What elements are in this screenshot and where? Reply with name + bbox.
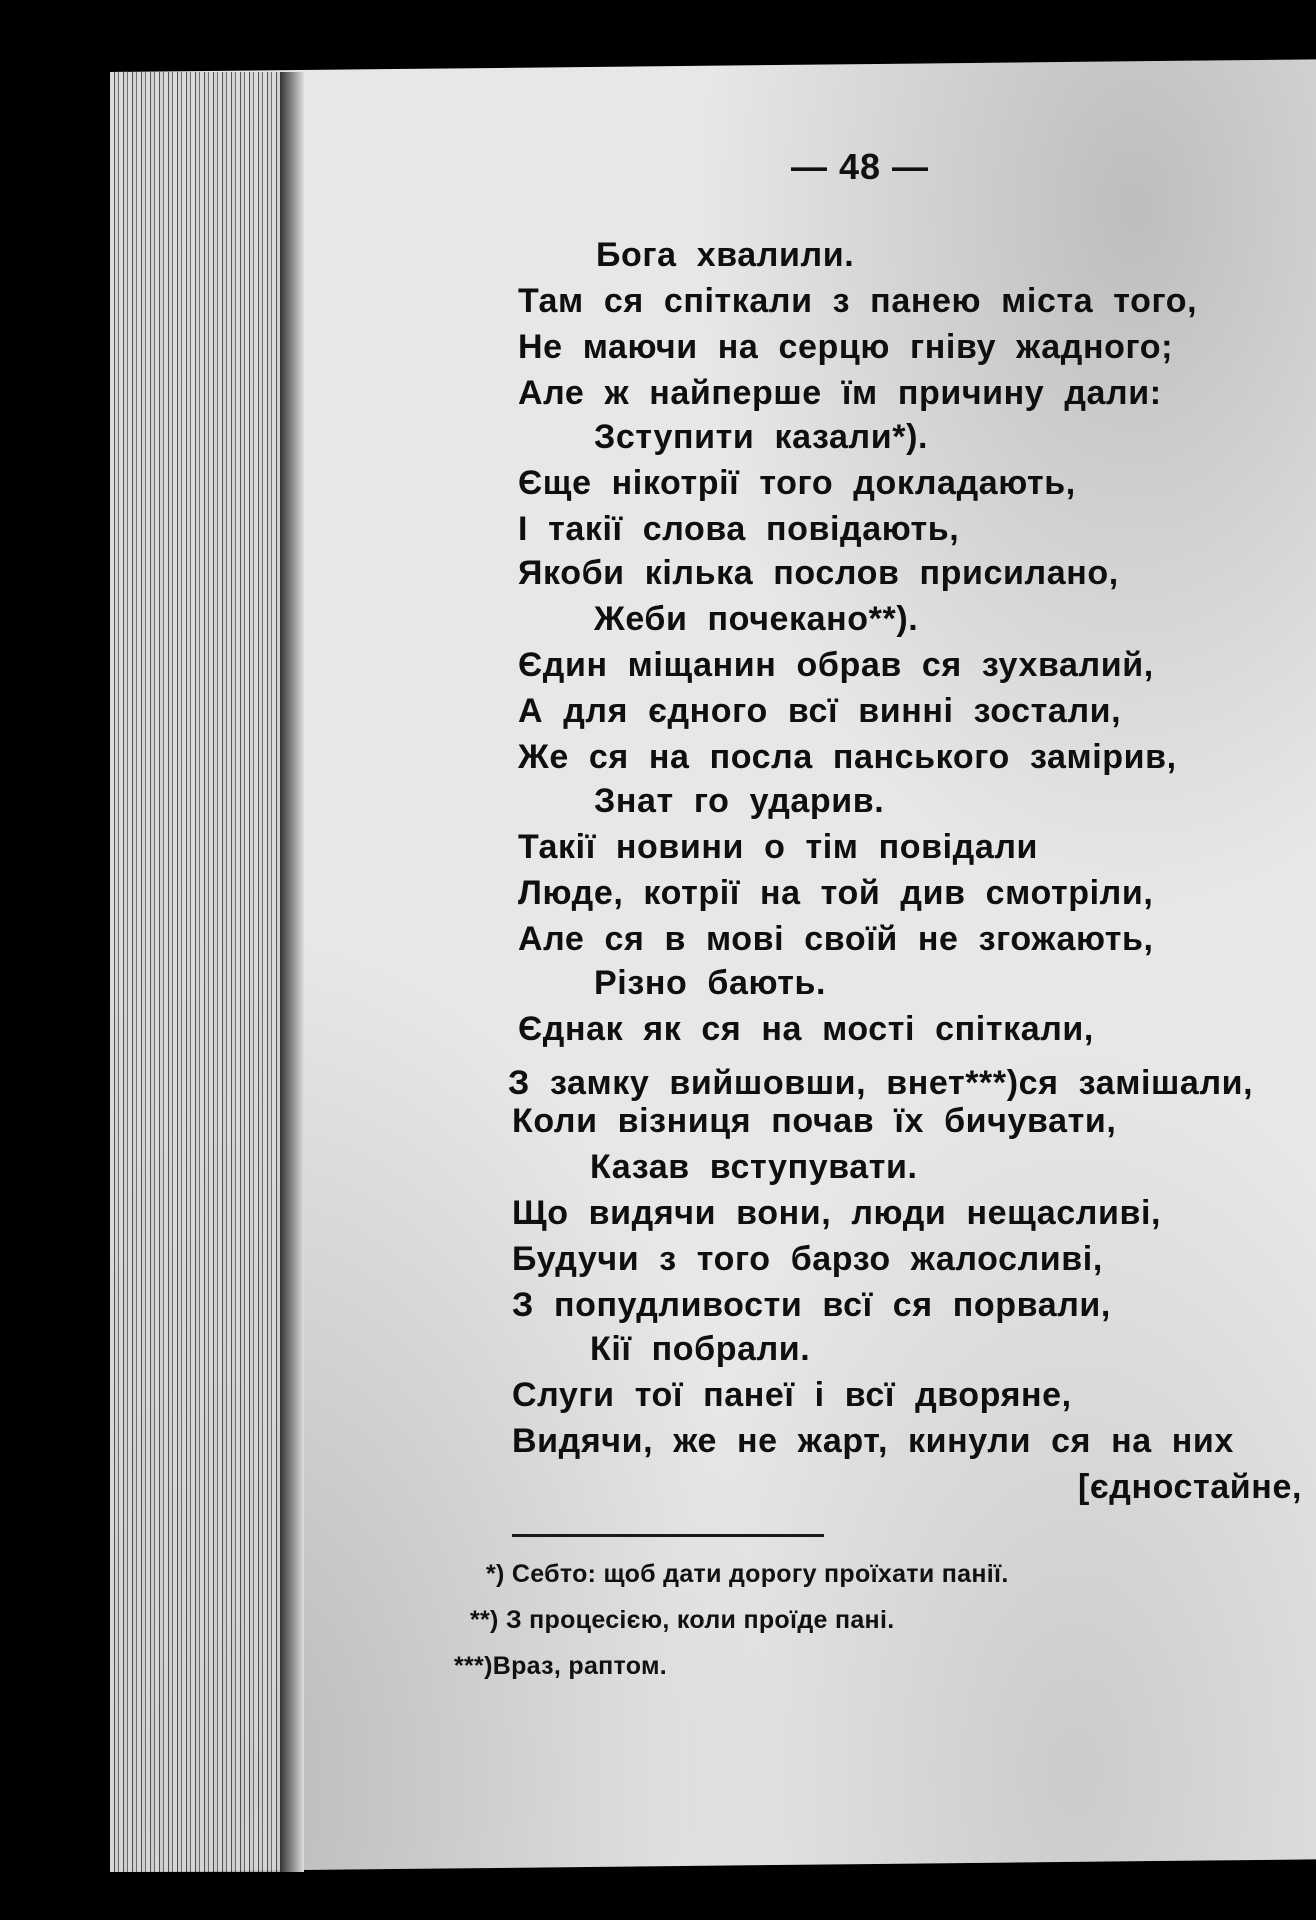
poem-line: Бога хвалили. [596,236,855,274]
poem-line: Єднак як ся на мості спіткали, [518,1010,1094,1048]
book-spine [110,72,300,1872]
poem-line: З замку вийшовши, внет***)ся замішали, [508,1064,1254,1102]
poem-line: Не маючи на серцю гніву жадного; [518,328,1174,366]
spine-shadow [280,72,304,1872]
poem-line: Що видячи вони, люди нещасливі, [512,1194,1162,1232]
footnote [470,1606,894,1635]
footnote [486,1560,1009,1589]
poem-line: Коли візниця почав їх бичувати, [512,1102,1117,1140]
poem-line: І такії слова повідають, [518,510,960,548]
poem-line: Різно бають. [594,964,827,1002]
footnote-text: З процесією, коли проїде пані. [505,1606,895,1634]
page-number: — 48 — [790,146,930,187]
poem-line: [єдностайне, [1078,1468,1302,1506]
poem-line: Там ся спіткали з панею міста того, [518,282,1198,320]
footnote-text: Себто: щоб дати дорогу проїхати панії. [511,1560,1009,1588]
poem-line: Будучи з того барзо жалосливі, [512,1240,1103,1278]
poem-line: Люде, котрії на той див смотріли, [518,874,1154,912]
poem-line: Такії новини о тім повідали [518,828,1039,866]
poem-line: Кії побрали. [590,1330,811,1368]
footnote-mark: *) [486,1560,505,1588]
footnote-divider [512,1534,824,1537]
poem-line: Єдин міщанин обрав ся зухвалий, [518,646,1154,684]
poem-line: Жеби почекано**). [594,600,919,638]
poem-line: Якоби кілька послов присилано, [518,554,1119,592]
poem-line: З попудливости всї ся порвали, [512,1286,1111,1324]
poem-line: Слуги тої панеї і всї дворяне, [512,1376,1072,1414]
footnote-mark: **) [470,1606,499,1634]
footnote [454,1652,667,1681]
poem-line: Же ся на посла панського замірив, [518,738,1177,776]
poem-line: Але ся в мові своїй не згожають, [518,920,1154,958]
footnote-text: Враз, раптом. [492,1652,668,1680]
poem-line: Але ж найперше їм причину дали: [518,374,1162,412]
poem-line: А для єдного всї винні зостали, [518,692,1122,730]
footnote-mark: ***) [454,1652,493,1680]
poem-line: Знат го ударив. [594,782,885,820]
poem-line: Видячи, же не жарт, кинули ся на них [512,1422,1234,1460]
poem-line: Зступити казали*). [594,418,929,456]
poem-line: Єще нікотрії того докладають, [518,464,1076,502]
poem-line: Казав вступувати. [590,1148,918,1186]
